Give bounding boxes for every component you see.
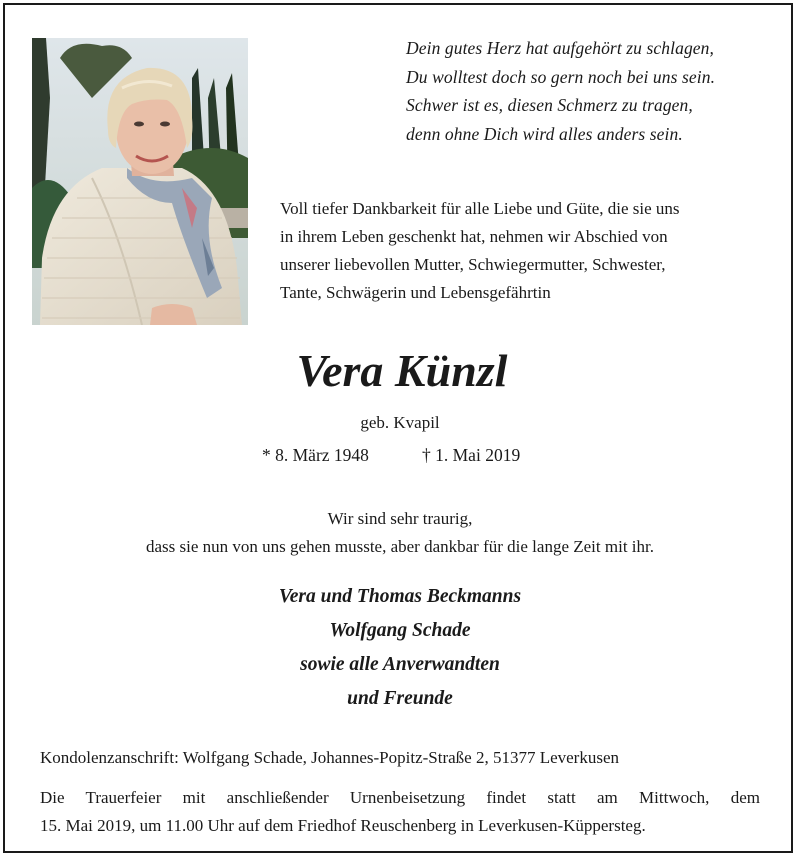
birth-date: * 8. März 1948 — [262, 445, 369, 465]
intro-line: Voll tiefer Dankbarkeit für alle Liebe und Güte, die sie uns — [280, 199, 680, 218]
deceased-name-text: Vera Künzl — [296, 345, 508, 396]
poem-line: denn ohne Dich wird alles anders sein. — [406, 123, 683, 144]
intro-line: Tante, Schwägerin und Lebensgefährtin — [280, 283, 551, 302]
maiden-name: geb. Kvapil — [360, 413, 440, 432]
poem-line: Du wolltest doch so gern noch bei uns sein. — [406, 66, 716, 87]
signers — [0, 580, 800, 716]
poem — [406, 34, 776, 148]
intro-line: unserer liebevollen Mutter, Schwiegermutter, Schwester, — [280, 255, 666, 274]
signer-line: sowie alle Anverwandten — [300, 654, 500, 675]
signer-line: Wolfgang Schade — [329, 620, 471, 641]
life-dates — [262, 442, 562, 468]
signer-line: und Freunde — [347, 688, 453, 709]
intro-text — [280, 195, 780, 307]
poem-line: Schwer ist es, diesen Schmerz zu tragen, — [406, 95, 693, 115]
ceremony-line: Die Trauerfeier mit anschließender Urnenbeisetzung findet statt am Mittwoch, dem — [40, 788, 760, 807]
signer-line: Vera und Thomas Beckmanns — [278, 586, 522, 607]
intro-line: in ihrem Leben geschenkt hat, nehmen wir Abschied von — [280, 227, 668, 246]
condolence-address: Kondolenzanschrift: Wolfgang Schade, Johannes-Popitz-Straße 2, 51377 Leverkusen — [40, 748, 620, 767]
poem-line: Dein gutes Herz hat aufgehört zu schlagen, — [406, 38, 714, 58]
mourning-line: Wir sind sehr traurig, — [327, 509, 473, 528]
ceremony-line: 15. Mai 2019, um 11.00 Uhr auf dem Friedhof Reuschenberg in Leverkusen-Küppersteg. — [40, 816, 646, 835]
mourning-note — [0, 505, 800, 561]
death-date: † 1. Mai 2019 — [422, 445, 521, 465]
ceremony-info — [40, 784, 760, 840]
mourning-line: dass sie nun von uns gehen musste, aber dankbar für die lange Zeit mit ihr. — [146, 537, 654, 556]
portrait-photo — [32, 38, 248, 325]
deceased-name — [0, 341, 800, 401]
